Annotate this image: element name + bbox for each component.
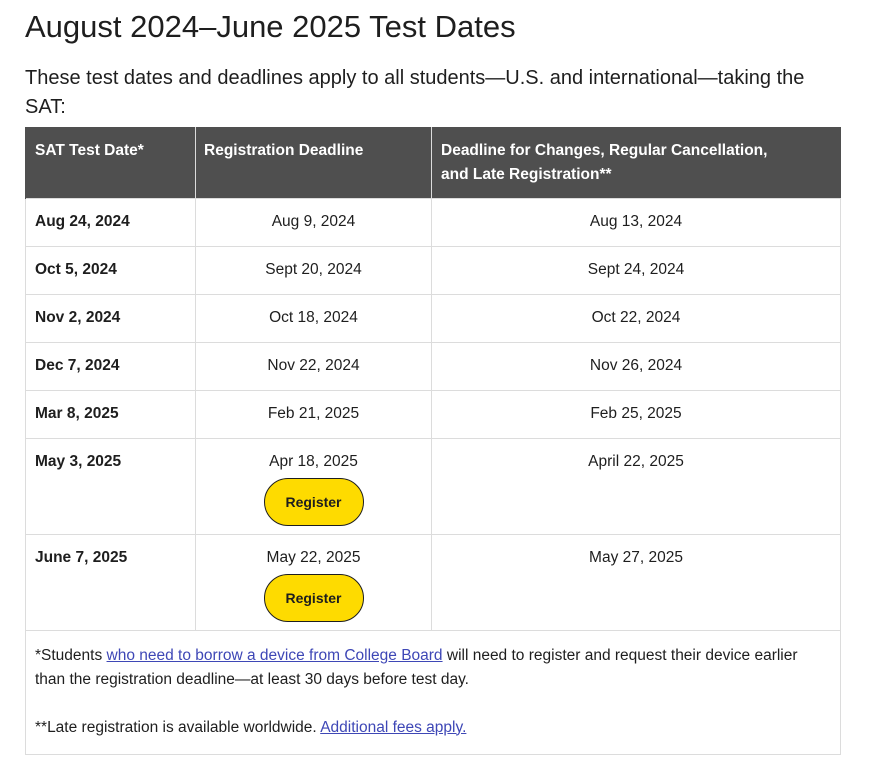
register-button[interactable]: Register: [264, 574, 364, 622]
changes-deadline-cell: Feb 25, 2025: [432, 390, 841, 438]
registration-deadline-cell: Sept 20, 2024: [196, 246, 432, 294]
test-date-cell: Dec 7, 2024: [26, 342, 196, 390]
changes-deadline-cell: Nov 26, 2024: [432, 342, 841, 390]
registration-deadline-text: May 22, 2025: [266, 548, 361, 566]
header-changes-line1: Deadline for Changes, Regular Cancellation,: [441, 142, 768, 159]
header-changes-line2: and Late Registration**: [441, 166, 612, 183]
page-title: August 2024–June 2025 Test Dates: [25, 9, 516, 44]
additional-fees-link[interactable]: Additional fees apply.: [320, 718, 467, 736]
test-date-cell: June 7, 2025: [26, 534, 196, 630]
registration-deadline-text: Apr 18, 2025: [269, 452, 358, 470]
changes-deadline-cell: Oct 22, 2024: [432, 294, 841, 342]
footnote-device-suffix: will need to register and request their device earlier than the registration deadline—at least 30 days before test day.: [35, 646, 798, 688]
registration-deadline-cell: [196, 438, 432, 534]
registration-deadline-cell: Nov 22, 2024: [196, 342, 432, 390]
table-row: [26, 294, 841, 342]
footnote-late-registration: [35, 716, 831, 740]
test-date-cell: May 3, 2025: [26, 438, 196, 534]
test-date-cell: Aug 24, 2024: [26, 198, 196, 246]
table-header-row: [26, 127, 841, 198]
table-row: [26, 390, 841, 438]
header-registration-deadline: Registration Deadline: [196, 127, 432, 198]
registration-deadline-cell: Feb 21, 2025: [196, 390, 432, 438]
test-dates-section: [25, 0, 840, 736]
test-dates-table: [25, 127, 841, 755]
test-date-cell: Mar 8, 2025: [26, 390, 196, 438]
footnote-device-prefix: *Students: [35, 646, 107, 664]
table-row: [26, 438, 841, 534]
changes-deadline-cell: May 27, 2025: [432, 534, 841, 630]
footnotes-cell: [26, 630, 841, 754]
changes-deadline-cell: April 22, 2025: [432, 438, 841, 534]
registration-deadline-cell: [196, 534, 432, 630]
table-row: [26, 246, 841, 294]
header-changes-deadline: [432, 127, 841, 198]
borrow-device-link[interactable]: who need to borrow a device from College Board: [106, 646, 443, 664]
footnote-late-prefix: **Late registration is available worldwide.: [35, 718, 321, 736]
registration-deadline-cell: Oct 18, 2024: [196, 294, 432, 342]
notes-row: [26, 630, 841, 754]
changes-deadline-cell: Aug 13, 2024: [432, 198, 841, 246]
changes-deadline-cell: Sept 24, 2024: [432, 246, 841, 294]
test-date-cell: Nov 2, 2024: [26, 294, 196, 342]
table-row: [26, 534, 841, 630]
table-row: [26, 198, 841, 246]
footnote-device: [35, 644, 831, 692]
intro-text: These test dates and deadlines apply to all students—U.S. and international—taking the SAT:: [25, 67, 805, 118]
registration-deadline-cell: Aug 9, 2024: [196, 198, 432, 246]
table-row: [26, 342, 841, 390]
test-date-cell: Oct 5, 2024: [26, 246, 196, 294]
register-button[interactable]: Register: [264, 478, 364, 526]
header-test-date: SAT Test Date*: [26, 127, 196, 198]
